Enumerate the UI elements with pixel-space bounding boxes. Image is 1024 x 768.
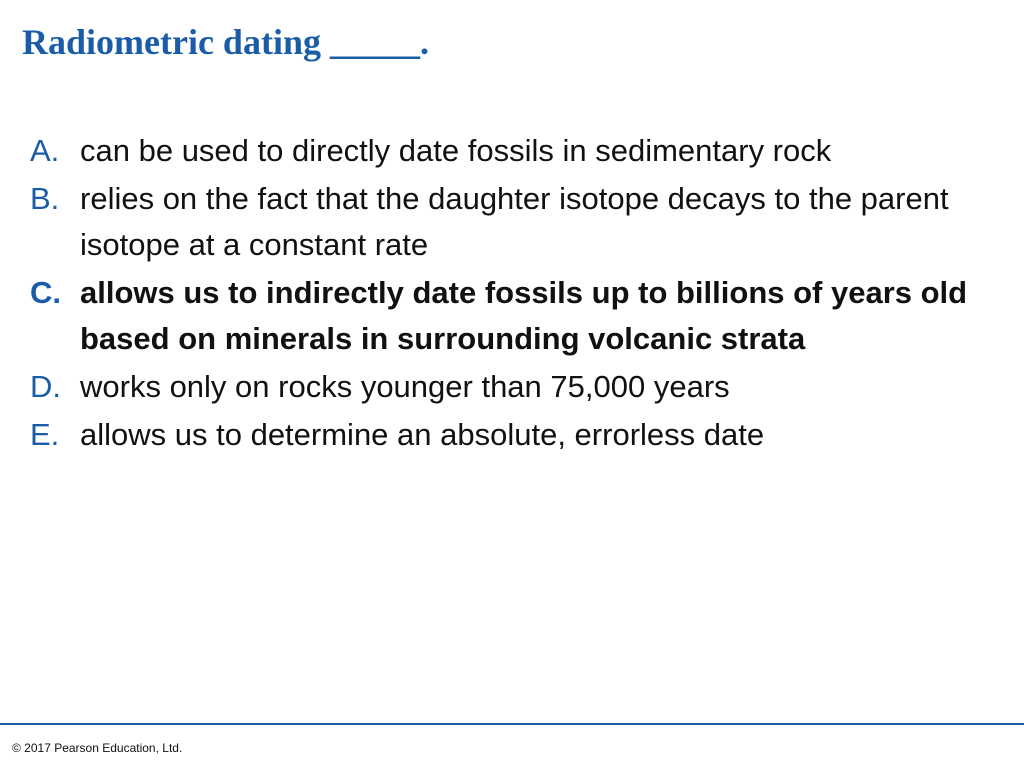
answer-option-c [30,270,1000,362]
answer-option-a [30,128,1000,174]
answer-text: works only on rocks younger than 75,000 years [80,369,730,404]
answer-text: relies on the fact that the daughter isotope decays to the parent isotope at a constant rate [80,181,949,262]
answer-text: allows us to determine an absolute, errorless date [80,417,765,452]
answer-letter: B. [30,181,60,216]
slide-title: Radiometric dating _____. [22,22,429,62]
answer-option-e [30,412,1000,458]
answer-letter: E. [30,417,60,452]
answer-text: allows us to indirectly date fossils up to billions of years old based on minerals in surrounding volcanic strata [80,275,968,356]
answer-letter: C. [30,275,61,310]
answer-option-b [30,176,1000,268]
answer-option-d [30,364,1000,410]
answer-letter: D. [30,369,61,404]
answer-list [30,128,1000,460]
copyright-notice: © 2017 Pearson Education, Ltd. [12,741,183,755]
answer-text: can be used to directly date fossils in sedimentary rock [80,133,832,168]
footer-divider [0,723,1024,725]
answer-letter: A. [30,133,60,168]
